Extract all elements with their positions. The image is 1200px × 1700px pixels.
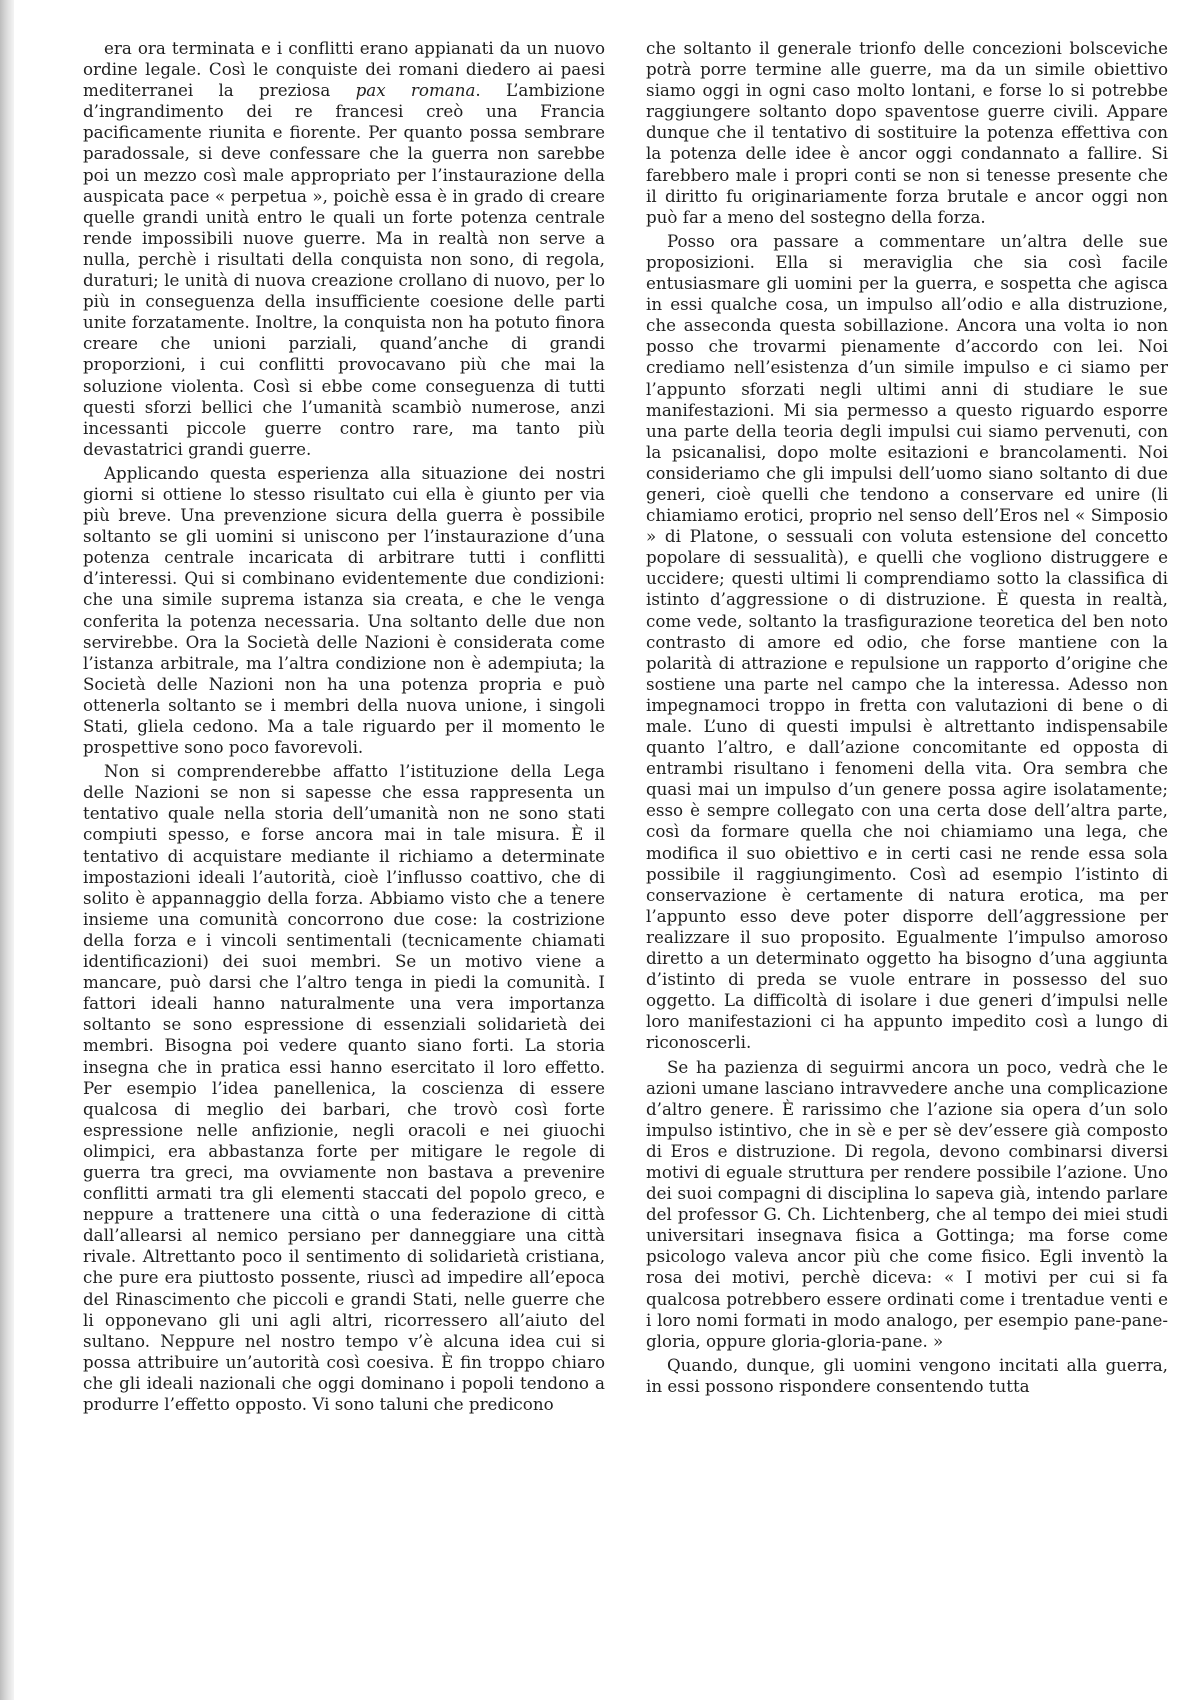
paragraph-text: che soltanto il generale trionfo delle concezioni bolsceviche potrà porre termine alle guerre, ma da un simile obiettivo siamo oggi in ogni caso molto lontani, e forse lo si potrebbe raggiungere soltanto dopo spaventose guerre civili. Appare dunque che il tentativo di sostituire la potenza effettiva con la potenza delle idee è ancor oggi condannato a fallire. Si farebbero male i propri conti se non si tenesse presente che il diritto fu originariamente forza brutale e ancor oggi non può far a meno del sostegno della forza. xyxy=(646,38,1168,227)
paragraph xyxy=(646,1057,1168,1352)
paragraph xyxy=(646,231,1168,1054)
paragraph xyxy=(83,761,605,1415)
paragraph-text: Quando, dunque, gli uomini vengono incitati alla guerra, in essi possono rispondere consentendo tutta xyxy=(646,1354,1168,1396)
paragraph-text: Applicando questa esperienza alla situazione dei nostri giorni si ottiene lo stesso risultato cui ella è giunto per via più breve. Una prevenzione sicura della guerra è possibile soltanto se gli uomini si uniscono per l’instaurazione d’una potenza centrale incaricata di arbitrare tutti i conflitti d’interessi. Qui si combinano evidentemente due condizioni: che una simile suprema istanza sia creata, e che le venga conferita la potenza necessaria. Una soltanto delle due non servirebbe. Ora la Società delle Nazioni è considerata come l’istanza arbitrale, ma l’altra condizione non è adempiuta; la Società delle Nazioni non ha una potenza propria e può ottenerla soltanto se i membri della nuova unione, i singoli Stati, gliela cedono. Ma a tale riguardo per il momento le prospettive sono poco favorevoli. xyxy=(83,462,605,758)
paragraph-text: . L’ambizione d’ingrandimento dei re francesi creò una Francia pacificamente riunita e fiorente. Per quanto possa sembrare paradossale, si deve confessare che la guerra non sarebbe poi un mezzo così male appropriato per l’instaurazione della auspicata pace « perpetua », poichè essa è in grado di creare quelle grandi unità entro le quali un forte potenza centrale rende impossibili nuove guerre. Ma in realtà non serve a nulla, perchè i risultati della conquista non sono, di regola, duraturi; le unità di nuova creazione crollano di nuovo, per lo più in conseguenza della insufficiente coesione delle parti unite forzatamente. Inoltre, la conquista non ha potuto finora creare che unioni parziali, quand’anche di grandi proporzioni, i cui conflitti provocavano più che mai la soluzione violenta. Così si ebbe come conseguenza di tutti questi sforzi bellici che l’umanità scambiò numerose, anzi incessanti piccole guerre contro rare, ma tanto più devastatrici grandi guerre. xyxy=(83,80,605,459)
paragraph-continued xyxy=(646,38,1168,228)
paragraph-text: Posso ora passare a commentare un’altra delle sue proposizioni. Ella si meraviglia che sia così facile entusiasmare gli uomini per la guerra, e sospetta che agisca in essi qualche cosa, un impulso all’odio e alla distruzione, che asseconda questa sobillazione. Ancora una volta io non posso che trovarmi pienamente d’accordo con lei. Noi crediamo nell’esistenza d’un simile impulso e ci siamo per l’appunto sforzati negli ultimi anni di studiare le sue manifestazioni. Mi sia permesso a questo riguardo esporre una parte della teoria degli impulsi cui siamo pervenuti, con la psicanalisi, dopo molte esitazioni e brancolamenti. Noi consideriamo che gli impulsi dell’uomo siano soltanto di due generi, cioè quelli che tendono a conservare ed unire (li chiamiamo erotici, proprio nel senso dell’Eros nel « Simposio » di Platone, o sessuali con voluta estensione del concetto popolare di sessualità), e quelli che vogliono distruggere e uccidere; questi ultimi li comprendiamo sotto la classifica di istinto d’aggressione o di distruzione. È questa in realtà, come vede, soltanto la trasfigurazione teoretica del ben noto contrasto di amore ed odio, che forse mantiene con la polarità di attrazione e repulsione un rapporto d’origine che sostiene una parte nel campo che la interessa. Adesso non impegnamoci troppo in fretta con valutazioni di bene o di male. L’uno di questi impulsi è altrettanto indispensabile quanto l’altro, e dall’azione concomitante ed opposta di entrambi risultano i fenomeni della vita. Ora sembra che quasi mai un impulso d’un genere possa agire isolatamente; esso è sempre collegato con una certa dose dell’altra parte, così da formare quella che noi chiamiamo una lega, che modifica il suo obiettivo e in certi casi ne rende essa sola possibile il raggiungimento. Così ad esempio l’istinto di conservazione è certamente di natura erotica, ma per l’appunto esso deve poter disporre dell’aggressione per realizzare il suo proposito. Egualmente l’impulso amoroso diretto a un determinato oggetto ha bisogno d’una aggiunta d’istinto di preda se vuole entrare in possesso del suo oggetto. La difficoltà di isolare i due generi d’impulsi nelle loro manifestazioni ci ha appunto impedito così a lungo di riconoscerli. xyxy=(646,230,1168,1053)
paragraph-text: Se ha pazienza di seguirmi ancora un poco, vedrà che le azioni umane lasciano intravvedere anche una complicazione d’altro genere. È rarissimo che l’azione sia opera d’un solo impulso istintivo, che in sè e per sè dev’essere già composto di Eros e distruzione. Di regola, devono combinarsi diversi motivi di eguale struttura per rendere possibile l’azione. Uno dei suoi compagni di disciplina lo sapeva già, intendo parlare del professor G. Ch. Lichtenberg, che al tempo dei miei studi universitari insegnava fisica a Gottinga; ma forse come psicologo valeva ancor più che come fisico. Egli inventò la rosa dei motivi, perchè diceva: « I motivi per cui si fa qualcosa potrebbero essere ordinati come i trentadue venti e i loro nomi formati in modo analogo, per esempio pane-pane-gloria, oppure gloria-gloria-pane. » xyxy=(646,1056,1168,1351)
paragraph xyxy=(83,38,605,460)
paragraph xyxy=(646,1355,1168,1397)
left-text-column xyxy=(83,38,605,1658)
paragraph-text: era ora terminata e i conflitti erano appianati da un nuovo ordine legale. Così le conquiste dei romani diedero ai paesi mediterranei la preziosa xyxy=(83,38,605,101)
paragraph-text: Non si comprenderebbe affatto l’istituzione della Lega delle Nazioni se non si sapesse che essa rappresenta un tentativo quale nella storia dell’umanità non ne sono stati compiuti spesso, e forse ancora mai in tale misura. È il tentativo di acquistare mediante il richiamo a determinate impostazioni ideali l’autorità, cioè l’influsso coattivo, che di solito è appannaggio della forza. Abbiamo visto che a tenere insieme una comunità concorrono due cose: la costrizione della forza e i vincoli sentimentali (tecnicamente chiamati identificazioni) dei suoi membri. Se un motivo viene a mancare, può darsi che l’altro tenga in piedi la comunità. I fattori ideali hanno naturalmente una vera importanza soltanto se sono espressione di essenziali solidarietà dei membri. Bisogna poi vedere quanto siano forti. La storia insegna che in pratica essi hanno esercitato il loro effetto. Per esempio l’idea panellenica, la coscienza di essere qualcosa di meglio dei barbari, che trovò così forte espressione nelle anfizionie, negli oracoli e nei giuochi olimpici, era abbastanza forte per mitigare le regole di guerra tra greci, ma ovviamente non bastava a prevenire conflitti armati tra gli elementi staccati del popolo greco, e neppure a trattenere una città o una federazione di città dall’allearsi al nemico persiano per danneggiare una città rivale. Altrettanto poco il sentimento di solidarietà cristiana, che pure era piuttosto possente, riuscì ad impedire all’epoca del Rinascimento che piccoli e grandi Stati, nelle guerre che li opponevano gli uni agli altri, ricorressero all’aiuto del sultano. Neppure nel nostro tempo v’è alcuna idea cui si possa attribuire un’autorità così coesiva. È fin troppo chiaro che gli ideali nazionali che oggi dominano i popoli tendono a produrre l’effetto opposto. Vi sono taluni che predicono xyxy=(83,761,605,1414)
italic-latin-phrase: pax romana xyxy=(355,80,476,101)
paragraph xyxy=(83,463,605,758)
book-spine-shadow xyxy=(0,0,14,1700)
right-text-column xyxy=(646,38,1168,1658)
